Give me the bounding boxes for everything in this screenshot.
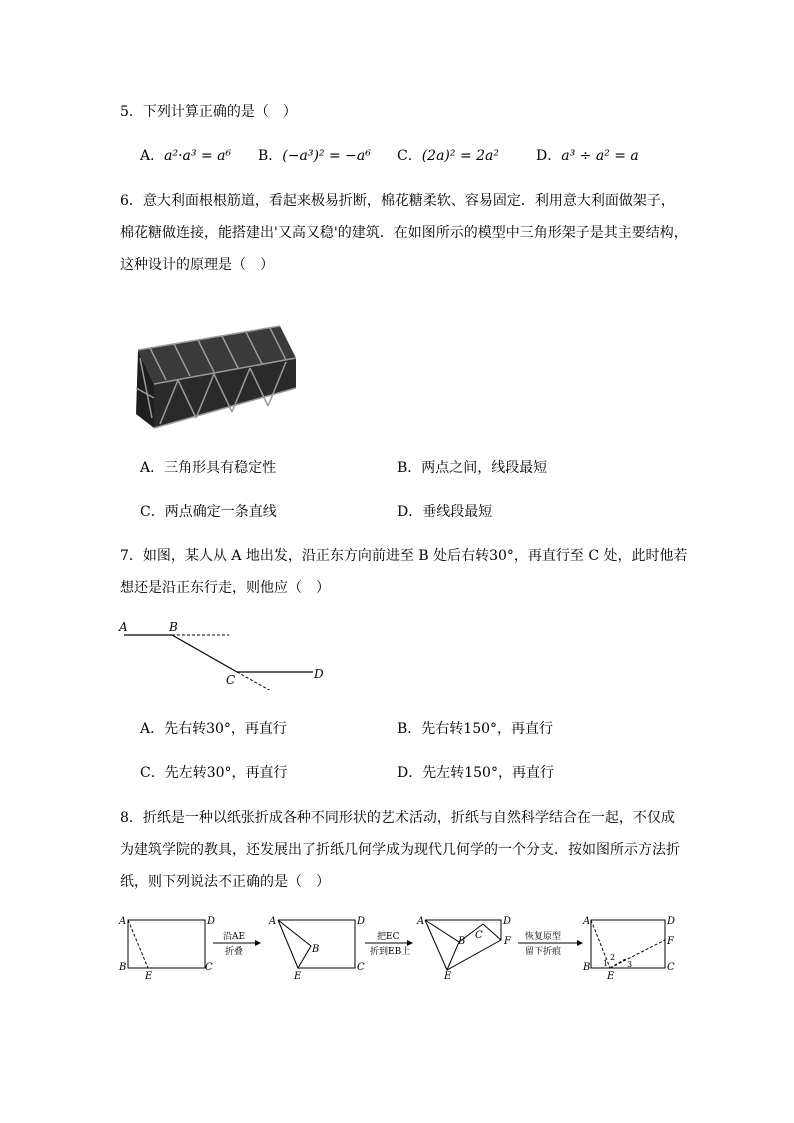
q7-option-d[interactable]: D．先左转150°，再直行 xyxy=(397,765,554,781)
segment-bc xyxy=(172,635,237,672)
p1-label-c: C xyxy=(205,962,213,973)
q8-stem-line-3: 纸，则下列说法不正确的是（ ） xyxy=(120,874,330,890)
arrow2-bottom: 折到EB上 xyxy=(370,947,411,957)
p4-label-b: B xyxy=(583,962,591,973)
p4-angle-1: 1 xyxy=(603,959,609,968)
q7-option-b[interactable]: B．先右转150°，再直行 xyxy=(397,721,554,737)
q5-option-d[interactable] xyxy=(536,146,639,166)
extension-c-dashed xyxy=(237,672,271,690)
q7-option-c[interactable]: C．先左转30°，再直行 xyxy=(140,765,288,781)
q6-stem-line-2: 棉花糖做连接，能搭建出'又高又稳'的建筑．在如图所示的模型中三角形架子是其主要结构， xyxy=(120,225,688,241)
label-d: D xyxy=(314,667,324,681)
p1-label-b: B xyxy=(119,962,127,973)
p3-label-a: A xyxy=(417,916,425,927)
q5-stem: 5．下列计算正确的是（ ） xyxy=(120,104,297,120)
arrow1-top: 沿AE xyxy=(223,932,246,942)
p4-label-c: C xyxy=(667,962,675,973)
p4-label-a: A xyxy=(583,916,591,927)
q5-option-d-expr: a³ ÷ a² = a xyxy=(561,148,639,164)
p2-label-c: C xyxy=(357,962,365,973)
p3-label-f: F xyxy=(504,936,511,947)
q6-option-c[interactable]: C．两点确定一条直线 xyxy=(140,504,277,520)
q8-stem-line-2: 为建筑学院的教具，还发展出了折纸几何学成为现代几何学的一个分支．按如图所示方法折 xyxy=(120,842,680,858)
p1-label-a: A xyxy=(119,916,127,927)
q5-option-a-expr: a²·a³ = a⁶ xyxy=(164,148,232,164)
label-a: A xyxy=(119,620,128,634)
q5-option-b-expr: (−a³)² = −a⁶ xyxy=(282,148,371,164)
q5-option-a-label: A． xyxy=(140,148,165,164)
p4-label-e: E xyxy=(607,971,615,982)
p2-label-b: B xyxy=(312,944,320,955)
p3-label-e: E xyxy=(444,971,452,982)
q7-stem-line-1: 7．如图，某人从 A 地出发，沿正东方向前进至 B 处后右转30°，再直行至 C 处，此时他若 xyxy=(120,548,688,564)
p2-label-d: D xyxy=(357,916,366,927)
p4-angle-3: 3 xyxy=(627,960,633,969)
p1-label-e: E xyxy=(145,971,153,982)
arrow3-top: 恢复原型 xyxy=(525,932,562,942)
q8-folding-figure xyxy=(115,912,685,984)
q5-option-d-label: D． xyxy=(536,148,562,164)
arrow1-bottom: 折叠 xyxy=(225,947,244,957)
q5-option-a[interactable] xyxy=(140,146,231,166)
p3-label-c: C xyxy=(475,930,483,941)
arrow3-bottom: 留下折痕 xyxy=(525,947,562,957)
p3-label-d: D xyxy=(503,916,512,927)
p2-label-e: E xyxy=(294,971,302,982)
q7-option-a[interactable]: A．先右转30°，再直行 xyxy=(140,721,287,737)
q7-stem-line-2: 想还是沿正东行走，则他应（ ） xyxy=(120,580,330,596)
label-b: B xyxy=(169,620,178,634)
q6-option-a[interactable]: A．三角形具有稳定性 xyxy=(140,460,277,476)
p3-label-b: B xyxy=(458,936,466,947)
p2-label-a: A xyxy=(269,916,277,927)
q6-option-b[interactable]: B．两点之间，线段最短 xyxy=(397,460,548,476)
q5-option-c-label: C． xyxy=(397,148,422,164)
arrow2-top: 把EC xyxy=(377,932,400,942)
q5-option-b-label: B． xyxy=(258,148,283,164)
p4-angle-2: 2 xyxy=(610,953,616,962)
q8-stem-line-1: 8．折纸是一种以纸张折成各种不同形状的艺术活动，折纸与自然科学结合在一起，不仅成 xyxy=(120,810,675,826)
p4-label-f: F xyxy=(667,936,674,947)
q5-option-c-expr: (2a)² = 2a² xyxy=(421,148,500,164)
p1-label-d: D xyxy=(207,916,216,927)
q5-option-b[interactable] xyxy=(258,146,371,166)
q6-stem-line-3: 这种设计的原理是（ ） xyxy=(120,257,274,273)
p4-label-d: D xyxy=(667,916,676,927)
label-c: C xyxy=(226,673,236,687)
q6-stem-line-1: 6．意大利面根根筋道，看起来极易折断，棉花糖柔软、容易固定．利用意大利面做架子， xyxy=(120,193,675,209)
q6-option-d[interactable]: D．垂线段最短 xyxy=(397,504,493,520)
q5-option-c[interactable] xyxy=(397,146,499,166)
truss-bridge-image xyxy=(130,318,300,436)
q7-direction-figure xyxy=(115,615,335,690)
